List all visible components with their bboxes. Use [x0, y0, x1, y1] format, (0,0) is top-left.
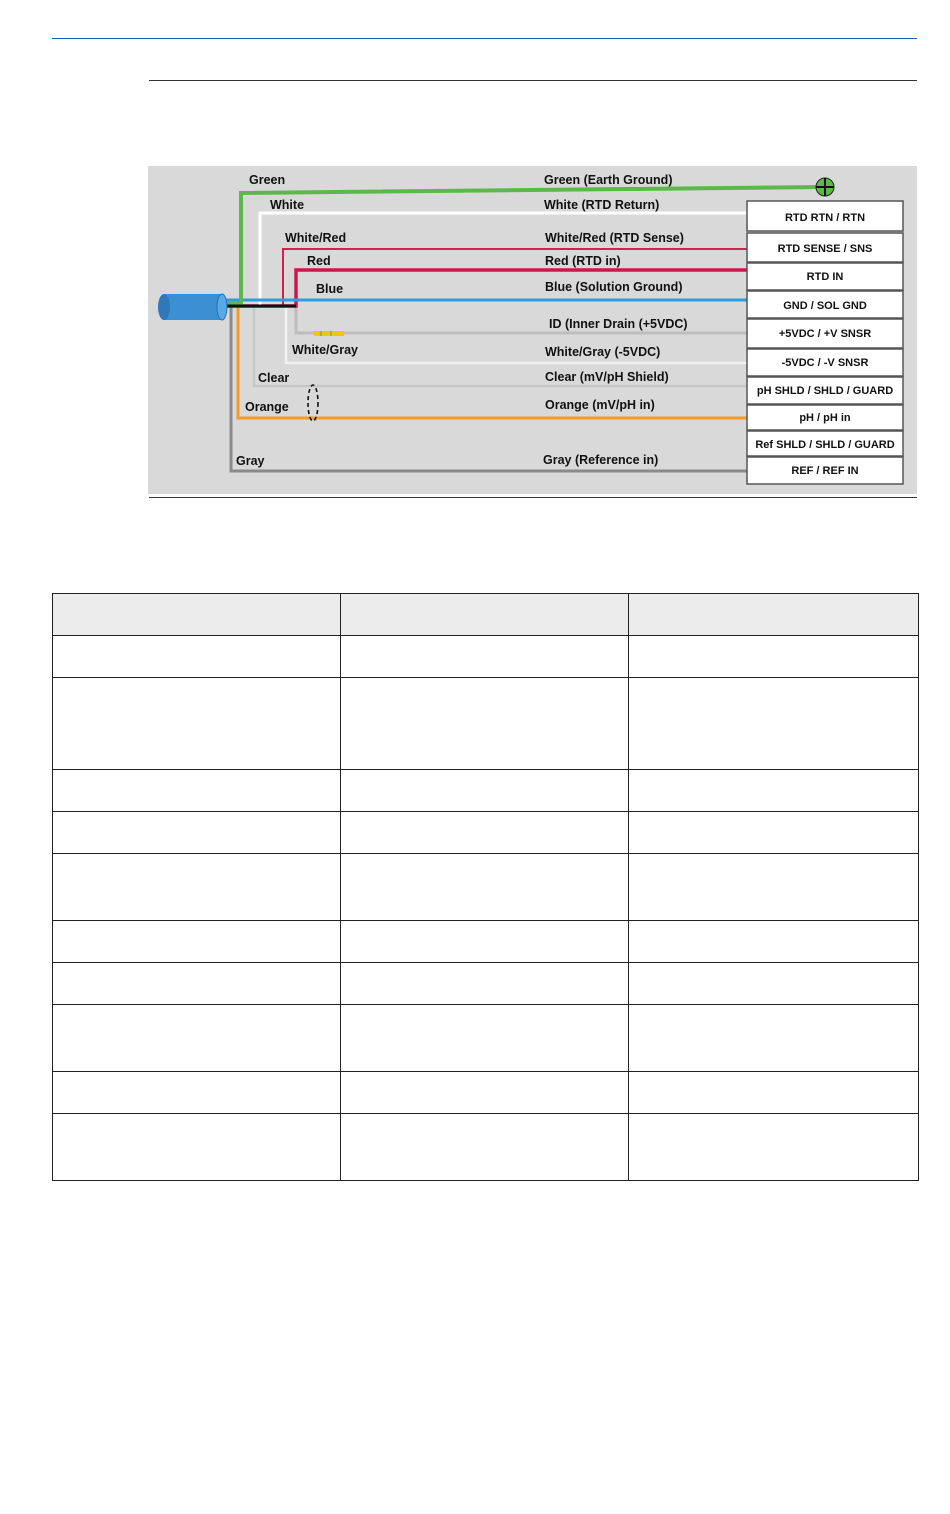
terminal-label: pH / pH in [799, 412, 851, 424]
table-row [53, 770, 919, 812]
table-cell [53, 770, 341, 812]
wire-label-gray: Gray [236, 454, 265, 468]
terminal-label: pH SHLD / SHLD / GUARD [756, 385, 894, 397]
wire-desc-orange: Orange (mV/pH in) [545, 398, 655, 412]
wire-label-clear: Clear [258, 371, 290, 385]
wire-label-white-red: White/Red [285, 231, 347, 245]
table-row [53, 1114, 919, 1181]
table-cell [341, 1114, 629, 1181]
wire-label-white: White [270, 198, 305, 212]
table-cell [341, 636, 629, 678]
table-cell [53, 678, 341, 770]
wiring-diagram [148, 166, 917, 494]
table-header-row [53, 594, 919, 636]
table-cell [341, 812, 629, 854]
table-row [53, 963, 919, 1005]
table-cell [629, 636, 919, 678]
figure-bottom-rule [149, 497, 917, 498]
table-row [53, 1072, 919, 1114]
table-header-cell [53, 594, 341, 636]
table-cell [629, 854, 919, 921]
table-cell [53, 636, 341, 678]
terminal-label: RTD RTN / RTN [784, 212, 866, 224]
wire-label-blue: Blue [316, 282, 344, 296]
table-cell [341, 770, 629, 812]
wire-white-red [224, 249, 748, 306]
table-cell [53, 921, 341, 963]
wire-desc-red: Red (RTD in) [545, 254, 621, 268]
earth-ground-icon [816, 178, 834, 196]
wire-desc-white-gray: White/Gray (-5VDC) [545, 345, 661, 359]
table-cell [629, 921, 919, 963]
wire-green [224, 187, 824, 303]
table-row [53, 854, 919, 921]
table-cell [341, 921, 629, 963]
wire-desc-blue: Blue (Solution Ground) [545, 280, 683, 294]
wire-label-red: Red [307, 254, 331, 268]
table-cell [53, 1005, 341, 1072]
table-cell [341, 854, 629, 921]
table-row [53, 636, 919, 678]
table-cell [53, 1072, 341, 1114]
wire-desc-inner-drain: ID (Inner Drain (+5VDC) [549, 317, 688, 331]
terminal-label: RTD IN [806, 271, 844, 283]
table-cell [53, 963, 341, 1005]
table-row [53, 921, 919, 963]
wire-desc-green: Green (Earth Ground) [544, 173, 673, 187]
table-cell [629, 678, 919, 770]
table-cell [629, 1114, 919, 1181]
wire-label-white-gray: White/Gray [292, 343, 358, 357]
table-header-cell [629, 594, 919, 636]
table-cell [53, 1114, 341, 1181]
table-cell [629, 963, 919, 1005]
wiring-diagram-svg [148, 166, 917, 494]
table-cell [341, 963, 629, 1005]
table-cell [629, 1005, 919, 1072]
terminal-label: REF / REF IN [791, 465, 859, 477]
wiring-table [52, 593, 919, 1181]
terminal-label: -5VDC / -V SNSR [781, 357, 869, 369]
header-rule [52, 38, 917, 39]
wire-label-orange: Orange [245, 400, 289, 414]
wire-desc-white-red: White/Red (RTD Sense) [545, 231, 684, 245]
table-row [53, 812, 919, 854]
terminal-label: GND / SOL GND [783, 300, 867, 312]
table-cell [629, 812, 919, 854]
table-cell [53, 812, 341, 854]
table-cell [341, 1005, 629, 1072]
wire-desc-white: White (RTD Return) [544, 198, 660, 212]
table-row [53, 1005, 919, 1072]
table-cell [629, 770, 919, 812]
table-row [53, 678, 919, 770]
shield-ellipse [308, 385, 318, 421]
terminal-label: +5VDC / +V SNSR [778, 328, 872, 340]
wire-label-green: Green [249, 173, 286, 187]
figure-top-rule [149, 80, 917, 81]
inner-drain-marker [314, 331, 344, 336]
wire-desc-clear: Clear (mV/pH Shield) [545, 370, 669, 384]
terminal-label: RTD SENSE / SNS [777, 243, 873, 255]
table-cell [629, 1072, 919, 1114]
terminal-label: Ref SHLD / SHLD / GUARD [755, 439, 895, 451]
wire-desc-gray: Gray (Reference in) [543, 453, 659, 467]
cable-icon [158, 294, 227, 320]
table-header-cell [341, 594, 629, 636]
table-cell [341, 1072, 629, 1114]
table-cell [53, 854, 341, 921]
table-cell [341, 678, 629, 770]
